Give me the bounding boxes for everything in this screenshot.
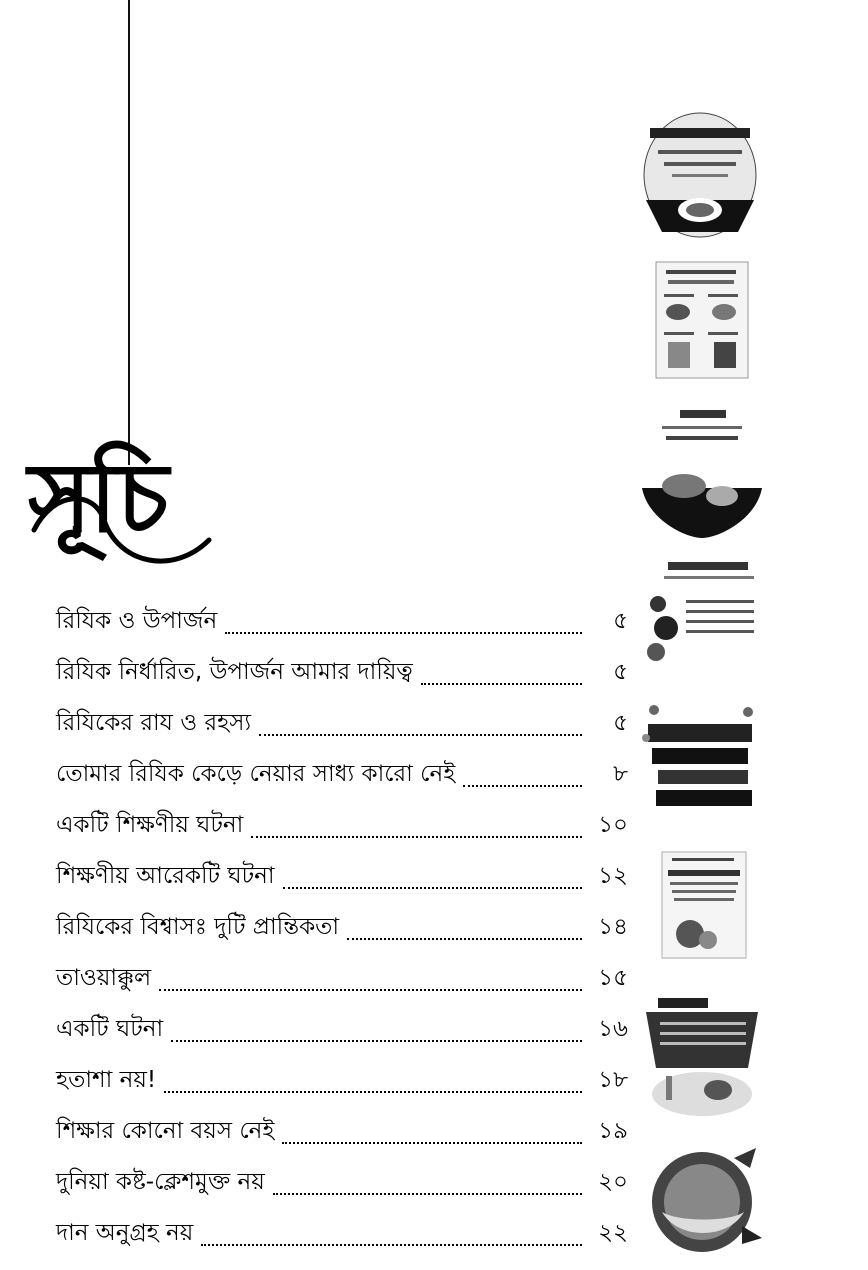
toc-entry <box>56 794 628 845</box>
table-of-contents <box>56 590 628 1253</box>
toc-entry-title: শিক্ষণীয় আরেকটি ঘটনা <box>56 863 275 889</box>
toc-entry-page: ১০ <box>598 812 628 838</box>
toc-entry <box>56 590 628 641</box>
toc-entry-title: একটি ঘটনা <box>56 1016 164 1042</box>
toc-entry-title: শিক্ষার কোনো বয়স নেই <box>56 1118 275 1144</box>
toc-entry-page: ৮ <box>613 761 628 787</box>
hands-bowl-icon <box>638 1140 766 1260</box>
toc-entry-title: তোমার রিযিক কেড়ে নেয়ার সাধ্য কারো নেই <box>56 761 456 787</box>
recipe-sheet-icon <box>638 260 766 380</box>
toc-entry <box>56 1100 628 1151</box>
toc-entry <box>56 1151 628 1202</box>
toc-entry-title: রিযিকের রায ও রহস্য <box>56 710 252 736</box>
toc-entry-title: রিযিক ও উপার্জন <box>56 608 218 634</box>
toc-entry-page: ৫ <box>613 608 628 634</box>
spilled-dish-icon <box>638 560 766 670</box>
toc-entry-page: ১৫ <box>598 965 628 991</box>
decorative-thumbnail-strip <box>638 100 768 1260</box>
toc-leader-dots <box>164 1091 582 1093</box>
toc-leader-dots <box>259 734 582 736</box>
toc-entry <box>56 1202 628 1253</box>
toc-leader-dots <box>201 1244 582 1246</box>
toc-entry-page: ১৪ <box>598 914 628 940</box>
food-plate-card-icon <box>638 110 766 240</box>
toc-entry <box>56 743 628 794</box>
toc-entry-title: তাওয়াক্কুল <box>56 965 152 991</box>
toc-entry <box>56 998 628 1049</box>
toc-leader-dots <box>251 836 582 838</box>
toc-entry-page: ১৮ <box>598 1067 628 1093</box>
hanging-string-line <box>128 0 130 465</box>
toc-leader-dots <box>421 683 582 685</box>
toc-entry-title: দুনিয়া কষ্ট-ক্লেশমুক্ত নয় <box>56 1169 265 1195</box>
toc-leader-dots <box>225 632 582 634</box>
toc-entry <box>56 1049 628 1100</box>
recipe-page-icon <box>638 850 766 960</box>
toc-entry-page: ২০ <box>598 1169 628 1195</box>
toc-leader-dots <box>273 1193 582 1195</box>
toc-leader-dots <box>171 1040 582 1042</box>
quote-card-icon <box>638 990 766 1120</box>
bowl-dish-icon <box>638 400 766 540</box>
toc-entry <box>56 641 628 692</box>
toc-entry <box>56 896 628 947</box>
toc-entry-title: রিযিক নির্ধারিত, উপার্জন আমার দায়িত্ব <box>56 659 413 685</box>
toc-entry-page: ৫ <box>613 710 628 736</box>
toc-entry-title: দান অনুগ্রহ নয় <box>56 1220 194 1246</box>
toc-entry <box>56 845 628 896</box>
toc-entry-title: একটি শিক্ষণীয় ঘটনা <box>56 812 244 838</box>
toc-entry-page: ১৬ <box>598 1016 628 1042</box>
toc-leader-dots <box>283 887 582 889</box>
toc-leader-dots <box>159 989 582 991</box>
toc-entry-page: ১৯ <box>598 1118 628 1144</box>
toc-entry <box>56 692 628 743</box>
toc-entry-page: ২২ <box>598 1220 628 1246</box>
arabic-banner-icon <box>638 700 766 820</box>
toc-leader-dots <box>347 938 582 940</box>
toc-leader-dots <box>282 1142 582 1144</box>
toc-entry <box>56 947 628 998</box>
toc-entry-page: ৫ <box>613 659 628 685</box>
toc-leader-dots <box>463 785 582 787</box>
toc-entry-title: হতাশা নয়! <box>56 1067 157 1093</box>
page-title: সূচি <box>28 441 167 554</box>
toc-entry-title: রিযিকের বিশ্বাসঃ দুটি প্রান্তিকতা <box>56 914 340 940</box>
toc-entry-page: ১২ <box>598 863 628 889</box>
